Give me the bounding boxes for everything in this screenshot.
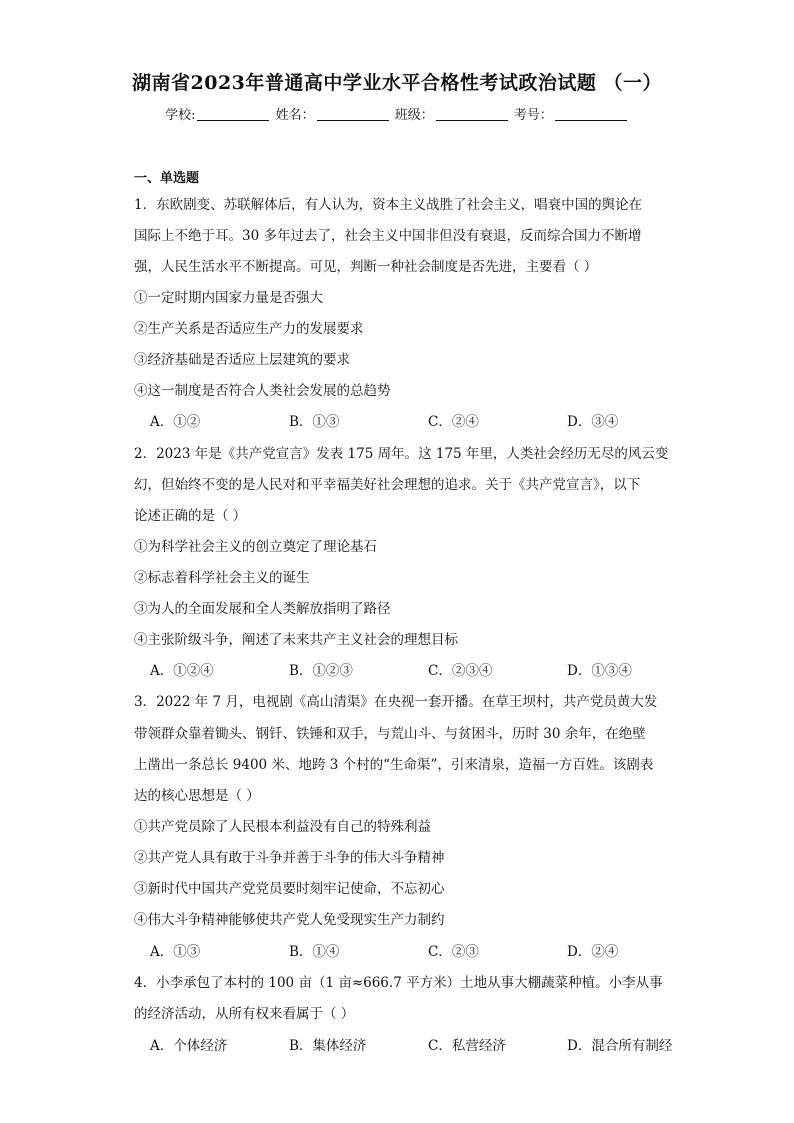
choice-c[interactable]: C．②③④	[428, 663, 493, 679]
q3-line: 带领群众靠着锄头、钢钎、铁锤和双手，与荒山斗、与贫困斗，历时 30 余年，在绝壁	[134, 726, 646, 742]
choice-c[interactable]: C．②④	[428, 414, 479, 430]
q3-option: ①共产党员除了人民根本利益没有自己的特殊利益	[134, 819, 431, 835]
number-label: 考号：	[513, 108, 553, 123]
q3-choices	[150, 940, 706, 960]
q1-option: ④这一制度是否符合人类社会发展的总趋势	[134, 383, 391, 399]
q2-line: 2．2023 年是《共产党宣言》发表 175 周年。这 175 年里，人类社会经历无尽的风云变	[134, 446, 669, 462]
q1-option: ②生产关系是否适应生产力的发展要求	[134, 321, 364, 337]
choice-d[interactable]: D．③④	[567, 414, 619, 430]
q1-option: ③经济基础是否适应上层建筑的要求	[134, 352, 350, 368]
choice-b[interactable]: B．集体经济	[289, 1038, 367, 1054]
choice-a[interactable]: A．①②	[150, 414, 201, 430]
q2-option: ②标志着科学社会主义的诞生	[134, 570, 310, 586]
name-label: 姓名：	[275, 108, 315, 123]
q1-line: 1．东欧剧变、苏联解体后，有人认为，资本主义战胜了社会主义，唱衰中国的舆论在	[134, 197, 643, 213]
q3-line: 达的核心思想是（ ）	[134, 788, 260, 804]
q1-line: 强，人民生活水平不断提高。可见，判断一种社会制度是否先进，主要看（ ）	[134, 259, 598, 275]
q1-choices	[150, 410, 706, 430]
q2-line: 论述正确的是（ ）	[134, 508, 247, 524]
name-blank[interactable]	[317, 108, 389, 121]
class-label: 班级：	[394, 108, 434, 123]
q2-choices	[150, 659, 706, 679]
number-blank[interactable]	[555, 108, 627, 121]
q3-option: ②共产党人具有敢于斗争并善于斗争的伟大斗争精神	[134, 850, 445, 866]
q3-option: ④伟大斗争精神能够使共产党人免受现实生产力制约	[134, 912, 445, 928]
q1-line: 国际上不绝于耳。30 多年过去了，社会主义中国非但没有衰退，反而综合国力不断增	[134, 228, 642, 244]
q3-option: ③新时代中国共产党党员要时刻牢记使命，不忘初心	[134, 881, 445, 897]
q4-choices	[150, 1034, 706, 1054]
choice-b[interactable]: B．①②③	[289, 663, 353, 679]
choice-d[interactable]: D．①③④	[567, 663, 632, 679]
choice-d[interactable]: D．②④	[567, 944, 619, 960]
school-blank[interactable]	[197, 108, 269, 121]
page-title: 湖南省2023年普通高中学业水平合格性考试政治试题 （一）	[132, 72, 662, 94]
class-blank[interactable]	[436, 108, 508, 121]
choice-a[interactable]: A．①③	[150, 944, 201, 960]
q4-line: 4．小李承包了本村的 100 亩（1 亩≈666.7 平方米）土地从事大棚蔬菜种植。小李从事	[134, 975, 663, 991]
q1-option: ①一定时期内国家力量是否强大	[134, 290, 323, 306]
choice-d[interactable]: D．混合所有制经	[567, 1038, 673, 1054]
q3-line: 3．2022 年 7 月，电视剧《高山清渠》在央视一套开播。在草王坝村，共产党员黄大发	[134, 694, 658, 710]
choice-b[interactable]: B．①③	[289, 414, 340, 430]
section-heading: 一、单选题	[134, 171, 200, 186]
choice-c[interactable]: C．②③	[428, 944, 479, 960]
choice-a[interactable]: A．个体经济	[150, 1038, 228, 1054]
q4-line: 的经济活动，从所有权来看属于（ ）	[134, 1006, 355, 1022]
q3-line: 上凿出一条总长 9400 米、地跨 3 个村的“生命渠”，引来清泉，造福一方百姓。该剧表	[134, 757, 654, 773]
q2-line: 幻，但始终不变的是人民对和平幸福美好社会理想的追求。关于《共产党宣言》，以下	[134, 477, 641, 493]
q2-option: ③为人的全面发展和全人类解放指明了路径	[134, 601, 391, 617]
q2-option: ④主张阶级斗争，阐述了未来共产主义社会的理想目标	[134, 632, 458, 648]
school-label: 学校:	[165, 108, 196, 123]
choice-b[interactable]: B．①④	[289, 944, 340, 960]
choice-a[interactable]: A．①②④	[150, 663, 214, 679]
student-info-row	[0, 104, 794, 123]
choice-c[interactable]: C．私营经济	[428, 1038, 506, 1054]
q2-option: ①为科学社会主义的创立奠定了理论基石	[134, 539, 377, 555]
